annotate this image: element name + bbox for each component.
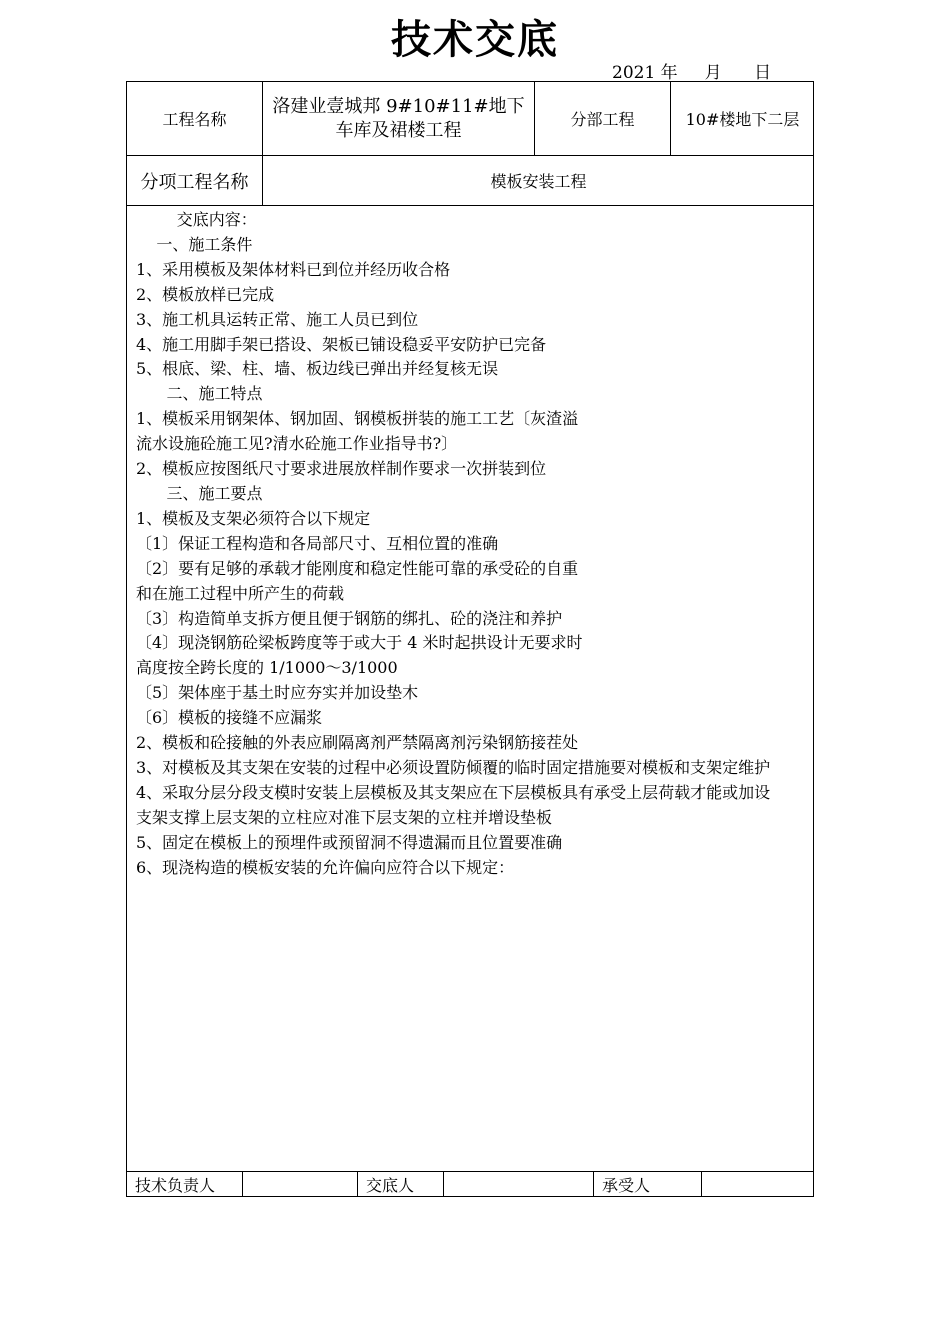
discloser-value[interactable] [444,1172,594,1197]
content-row [127,206,813,1172]
content-line: 4、采取分层分段支模时安装上层模板及其支架应在下层模板具有承受上层荷载才能或加设 [136,782,771,802]
content-line: 〔1〕保证工程构造和各局部尺寸、互相位置的准确 [136,533,499,553]
content-line: 3、施工机具运转正常、施工人员已到位 [136,309,419,329]
content-line: 2、模板放样已完成 [136,284,275,304]
content-line: 一、施工条件 [136,234,253,254]
content-line: 交底内容： [136,210,257,229]
subitem-label: 分项工程名称 [127,156,263,205]
project-row [127,82,813,156]
document-title: 技术交底 [391,17,559,63]
subitem-row [127,156,813,206]
signature-row [127,1172,813,1197]
content-line: 〔3〕构造简单支拆方便且便于钢筋的绑扎、砼的浇注和养护 [136,608,563,628]
discloser-label: 交底人 [358,1172,444,1197]
content-line: 6、现浇构造的模板安装的允许偏向应符合以下规定： [136,857,515,877]
content-line: 三、施工要点 [136,483,263,503]
tech-lead-value[interactable] [243,1172,358,1197]
division-value: 10#楼地下二层 [685,110,800,129]
receiver-label: 承受人 [594,1172,702,1197]
content-line: 〔4〕现浇钢筋砼梁板跨度等于或大于 4 米时起拱设计无要求时 [136,633,583,653]
project-name-value: 洛建业壹城邦 9#10#11#地下车库及裙楼工程 [263,82,535,155]
content-line: 二、施工特点 [136,384,263,404]
content-line: 和在施工过程中所产生的荷载 [136,583,345,603]
content-line: 4、施工用脚手架已搭设、架板已铺设稳妥平安防护已完备 [136,334,547,354]
content-line: 5、固定在模板上的预埋件或预留洞不得遗漏而且位置要准确 [136,832,563,852]
content-line: 流水设施砼施工见?清水砼施工作业指导书?〕 [136,434,458,454]
content-line: 2、模板和砼接触的外表应刷隔离剂严禁隔离剂污染钢筋接茬处 [136,733,579,753]
content-line: 〔2〕要有足够的承载才能刚度和稳定性能可靠的承受砼的自重 [136,558,579,578]
date-line: 2021 年 月 日 [612,63,772,83]
disclosure-content [136,208,808,880]
content-line: 1、模板采用钢架体、钢加固、钢模板拼装的施工工艺〔灰渣溢 [136,409,579,429]
content-line: 5、根底、梁、柱、墙、板边线已弹出并经复核无误 [136,359,499,379]
content-line: 1、模板及支架必须符合以下规定 [136,508,371,528]
subitem-value: 模板安装工程 [490,172,587,191]
content-line: 〔6〕模板的接缝不应漏浆 [136,708,323,728]
receiver-value[interactable] [702,1172,814,1197]
project-name-label: 工程名称 [127,82,263,155]
division-label: 分部工程 [535,82,671,155]
content-line: 2、模板应按图纸尺寸要求进展放样制作要求一次拼装到位 [136,459,547,479]
content-line: 高度按全跨长度的 1/1000～3/1000 [136,658,398,678]
content-line: 〔5〕架体座于基土时应夯实并加设垫木 [136,683,419,703]
tech-lead-label: 技术负责人 [127,1172,243,1197]
content-line: 支架支撑上层支架的立柱应对准下层支架的立柱并增设垫板 [136,807,553,827]
disclosure-table [126,81,814,1197]
content-line: 3、对模板及其支架在安装的过程中必须设置防倾覆的临时固定措施要对模板和支架定维护 [136,757,771,777]
content-line: 1、采用模板及架体材料已到位并经历收合格 [136,259,451,279]
